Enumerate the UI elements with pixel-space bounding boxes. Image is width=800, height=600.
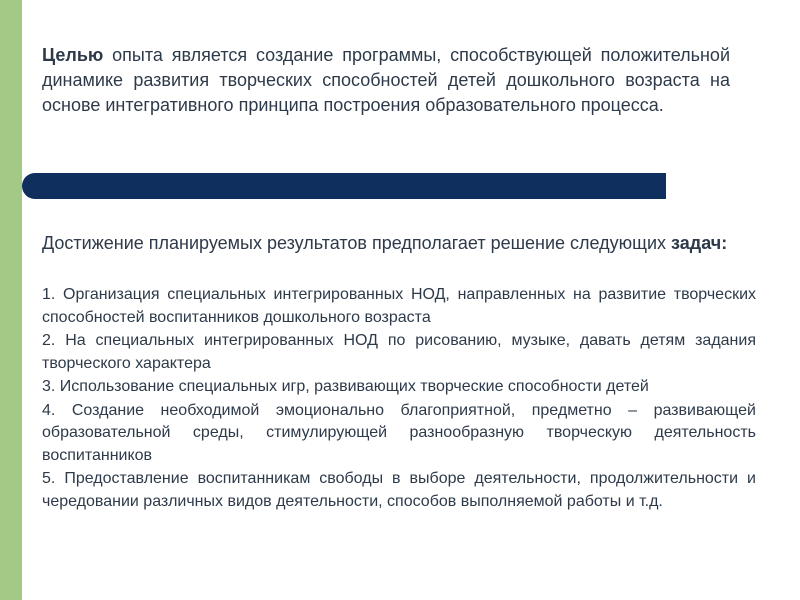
results-text: Достижение планируемых результатов предполагает решение следующих xyxy=(42,233,672,253)
task-list xyxy=(42,284,756,514)
task-item: 5. Предоставление воспитанникам свободы в выборе деятельности, продолжительности и чередовании различных видов деятельности, способов выполняемой работы и т.д. xyxy=(42,470,756,510)
task-item: 1. Организация специальных интегрированных НОД, направленных на развитие творческих способностей воспитанников дошкольного возраста xyxy=(42,286,756,326)
goal-lead-word: Целью xyxy=(42,45,104,65)
task-item: 3. Использование специальных игр, развивающих творческие способности детей xyxy=(42,378,649,395)
task-item: 4. Создание необходимой эмоционально благоприятной, предметно – развивающей образовательной среды, стимулирующей разнообразную творческую деятельность воспитанников xyxy=(42,401,756,464)
tasks-heading: задач: xyxy=(671,233,728,253)
task-item: 2. На специальных интегрированных НОД по рисованию, музыке, давать детям задания творческого характера xyxy=(42,332,756,372)
results-paragraph xyxy=(42,230,756,256)
divider-bar xyxy=(22,173,666,199)
goal-text: опыта является создание программы, способствующей положительной динамике развития творческих способностей детей дошкольного возраста на основе интегративного принципа построения образовательного процесса. xyxy=(42,45,730,115)
goal-paragraph xyxy=(42,43,730,118)
